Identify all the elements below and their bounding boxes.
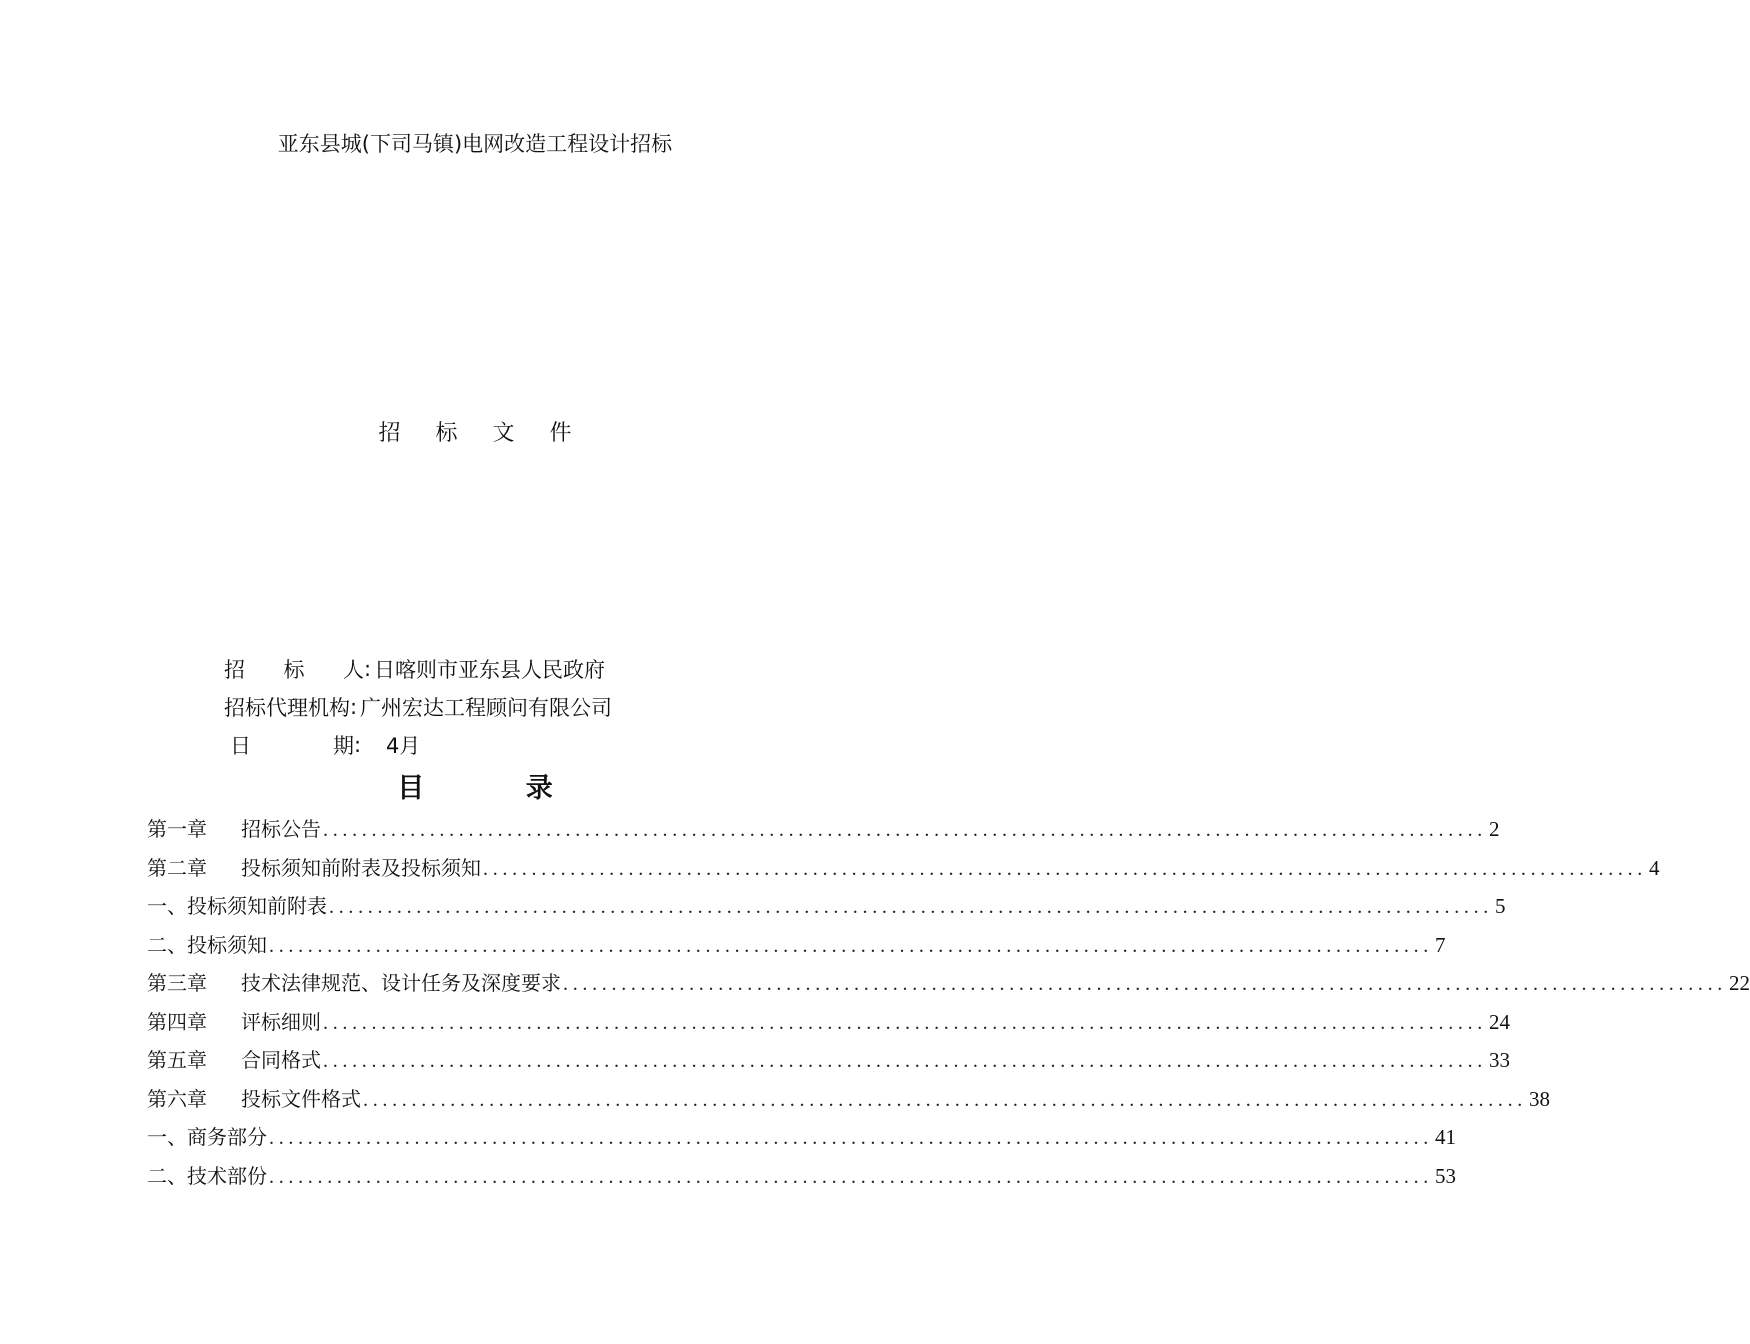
toc-item[interactable] [147,1118,1456,1157]
toc-page-number: 22 [1729,971,1750,995]
agency-label: 招标代理机构 [224,696,350,720]
toc-title: 投标文件格式 [241,1086,361,1111]
tenderer-separator: : [364,657,372,681]
toc-item[interactable] [147,849,1660,888]
toc-leader-dots: ........................................................................................................................ [269,1165,1433,1188]
tenderer-label-char: 人 [343,658,364,682]
toc-chapter: 第三章 [147,971,207,995]
toc-chapter: 第一章 [147,817,207,841]
toc-leader-dots: ........................................................................................................................ [563,973,1727,995]
table-of-contents [147,810,1750,1195]
toc-chapter: 第五章 [147,1048,207,1072]
tenderer-value: 日喀则市亚东县人民政府 [374,658,605,682]
tender-info-block [224,650,612,764]
toc-leader-dots: ........................................................................................................................ [323,1050,1487,1072]
date-row [224,726,612,764]
document-heading: 招 标 文 件 [378,421,586,446]
toc-title: 二、投标须知 [147,932,267,957]
toc-leader-dots: ........................................................................................................................ [483,857,1647,880]
toc-page-number: 4 [1649,855,1660,880]
toc-leader-dots: ........................................................................................................................ [269,934,1433,957]
project-title: 亚东县城(下司马镇)电网改造工程设计招标 [277,132,673,156]
toc-item[interactable] [147,1003,1510,1042]
tenderer-label [224,654,364,684]
toc-page-number: 2 [1489,817,1500,841]
toc-chapter: 第六章 [147,1086,207,1111]
toc-title: 投标须知前附表及投标须知 [241,855,481,880]
toc-chapter: 第四章 [147,1009,207,1034]
date-label [224,730,354,760]
date-label-char: 日 [230,734,251,758]
toc-leader-dots: ........................................................................................................................ [269,1127,1433,1149]
toc-item[interactable] [147,964,1750,1003]
toc-leader-dots: ........................................................................................................................ [323,1011,1487,1034]
toc-title: 技术法律规范、设计任务及深度要求 [241,971,561,995]
toc-leader-dots: ........................................................................................................................ [329,896,1493,918]
toc-title: 一、投标须知前附表 [147,894,327,918]
tenderer-row [224,650,612,688]
toc-chapter: 第二章 [147,855,207,880]
toc-page-number: 53 [1435,1163,1456,1188]
date-separator: : [354,733,362,757]
toc-title: 二、技术部份 [147,1163,267,1188]
toc-title: 招标公告 [241,817,321,841]
date-value: 4月 [386,734,421,758]
toc-page-number: 7 [1435,932,1446,957]
agency-value: 广州宏达工程顾问有限公司 [360,696,612,720]
toc-item[interactable] [147,810,1500,849]
toc-leader-dots: ........................................................................................................................ [363,1088,1527,1111]
toc-page-number: 38 [1529,1086,1550,1111]
date-label-char: 期 [333,734,354,758]
toc-page-number: 41 [1435,1125,1456,1149]
toc-heading: 目 录 [397,773,599,804]
toc-item[interactable] [147,1157,1456,1196]
tenderer-label-char: 标 [283,658,305,682]
tenderer-label-char: 招 [224,658,245,682]
toc-page-number: 5 [1495,894,1506,918]
toc-item[interactable] [147,887,1506,926]
toc-item[interactable] [147,1080,1550,1119]
toc-page-number: 33 [1489,1048,1510,1072]
toc-page-number: 24 [1489,1009,1510,1034]
agency-row [224,688,612,726]
toc-title: 合同格式 [241,1048,321,1072]
toc-title: 评标细则 [241,1009,321,1034]
toc-item[interactable] [147,1041,1510,1080]
toc-leader-dots: ........................................................................................................................ [323,819,1487,841]
agency-separator: : [350,695,358,719]
toc-title: 一、商务部分 [147,1125,267,1149]
toc-item[interactable] [147,926,1446,965]
